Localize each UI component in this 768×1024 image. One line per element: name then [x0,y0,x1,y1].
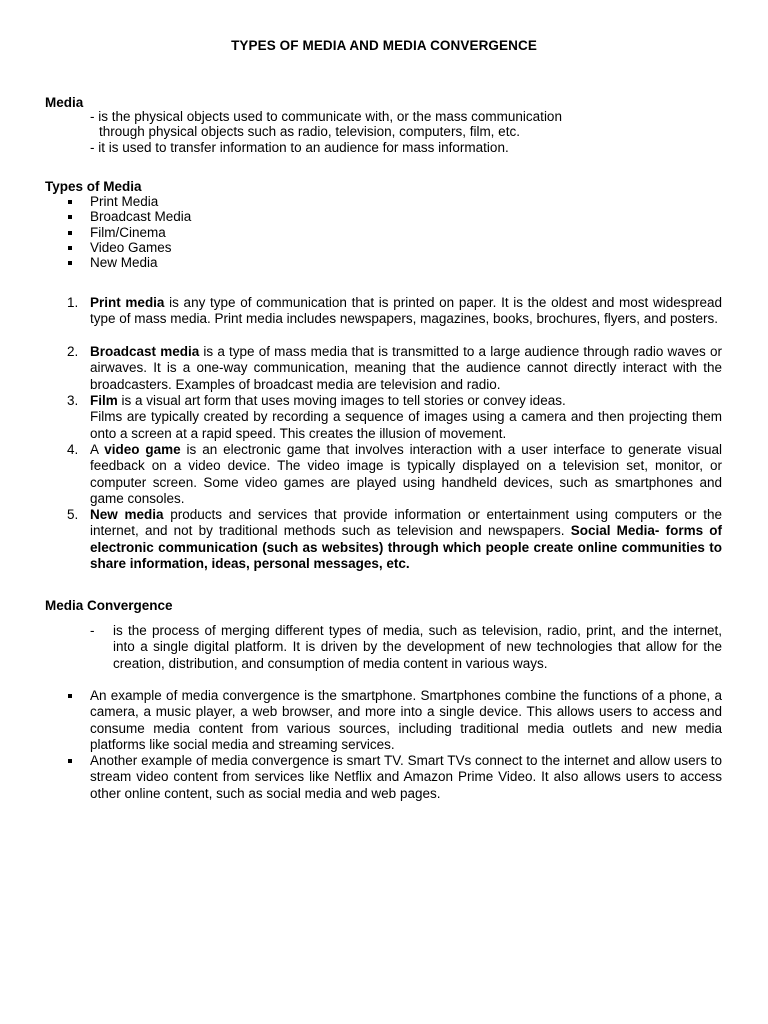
item-number: 1. [67,295,79,310]
numbered-item-new-media: New media products and services that provide information or entertainment using computers or the internet, and not by traditional methods such as television and newspapers. Social Media- forms of electronic communication (such as websites) through which people create online communities to share information, ideas, personal messages, etc. [90,507,722,571]
list-item: Broadcast Media [68,209,191,224]
types-list [68,194,191,270]
convergence-heading: Media Convergence [45,598,173,613]
item-number: 2. [67,344,79,359]
item-number: 4. [67,442,79,457]
list-item: Video Games [68,240,191,255]
bullet-square-icon [68,215,72,219]
list-item: New Media [68,255,191,270]
convergence-example-smart-tv: Another example of media convergence is smart TV. Smart TVs connect to the internet and allow users to stream video content from services like Netflix and Amazon Prime Video. It also allows users to access other online content, such as social media and web pages. [90,753,722,801]
bullet-square-icon [68,759,72,763]
numbered-item-video-game: A video game is an electronic game that involves interaction with a user interface to generate visual feedback on a video device. The video image is typically displayed on a television set, monitor, or computer screen. Some video games are played using handheld devices, such as smartphones and game consoles. [90,442,723,506]
item-number: 5. [67,507,79,522]
numbered-item-broadcast-media: Broadcast media is a type of mass media that is transmitted to a large audience through radio waves or airwaves. It is a one-way communication, meaning that the audience cannot directly interact with the broadcasters. Examples of broadcast media are television and radio. [90,344,722,392]
list-item: Film/Cinema [68,225,191,240]
bullet-square-icon [68,231,72,235]
bullet-square-icon [68,200,72,204]
convergence-example-smartphone: An example of media convergence is the smartphone. Smartphones combine the functions of a phone, a camera, a music player, a web browser, and more into a single device. This allows users to access and consume media content from various sources, including traditional media outlets and new media platforms like social media and streaming services. [90,688,722,752]
numbered-item-film: Film is a visual art form that uses moving images to tell stories or convey ideas. Films are typically created by recording a sequence of images using a camera and then projecting them onto a screen at a rapid speed. This creates the illusion of movement. [90,393,722,441]
numbered-item-print-media: Print media is any type of communication that is printed on paper. It is the oldest and most widespread type of mass media. Print media includes newspapers, magazines, books, brochures, flyers, and posters. [90,295,722,327]
bullet-square-icon [68,694,72,698]
convergence-definition: is the process of merging different types of media, such as television, radio, print, and the internet, into a single digital platform. It is driven by the development of new technologies that allow for the creation, distribution, and consumption of media content in various ways. [113,623,722,671]
list-item: Print Media [68,194,191,209]
media-definition-line-2: through physical objects such as radio, television, computers, film, etc. [99,124,520,139]
media-definition-line-1: - is the physical objects used to communicate with, or the mass communication [90,109,562,124]
bullet-square-icon [68,261,72,265]
item-number: 3. [67,393,79,408]
dash-marker: - [90,623,95,638]
types-heading: Types of Media [45,179,142,194]
page-title: TYPES OF MEDIA AND MEDIA CONVERGENCE [231,38,537,53]
media-definition-line-3: - it is used to transfer information to an audience for mass information. [90,140,509,155]
bullet-square-icon [68,246,72,250]
media-heading: Media [45,95,84,110]
